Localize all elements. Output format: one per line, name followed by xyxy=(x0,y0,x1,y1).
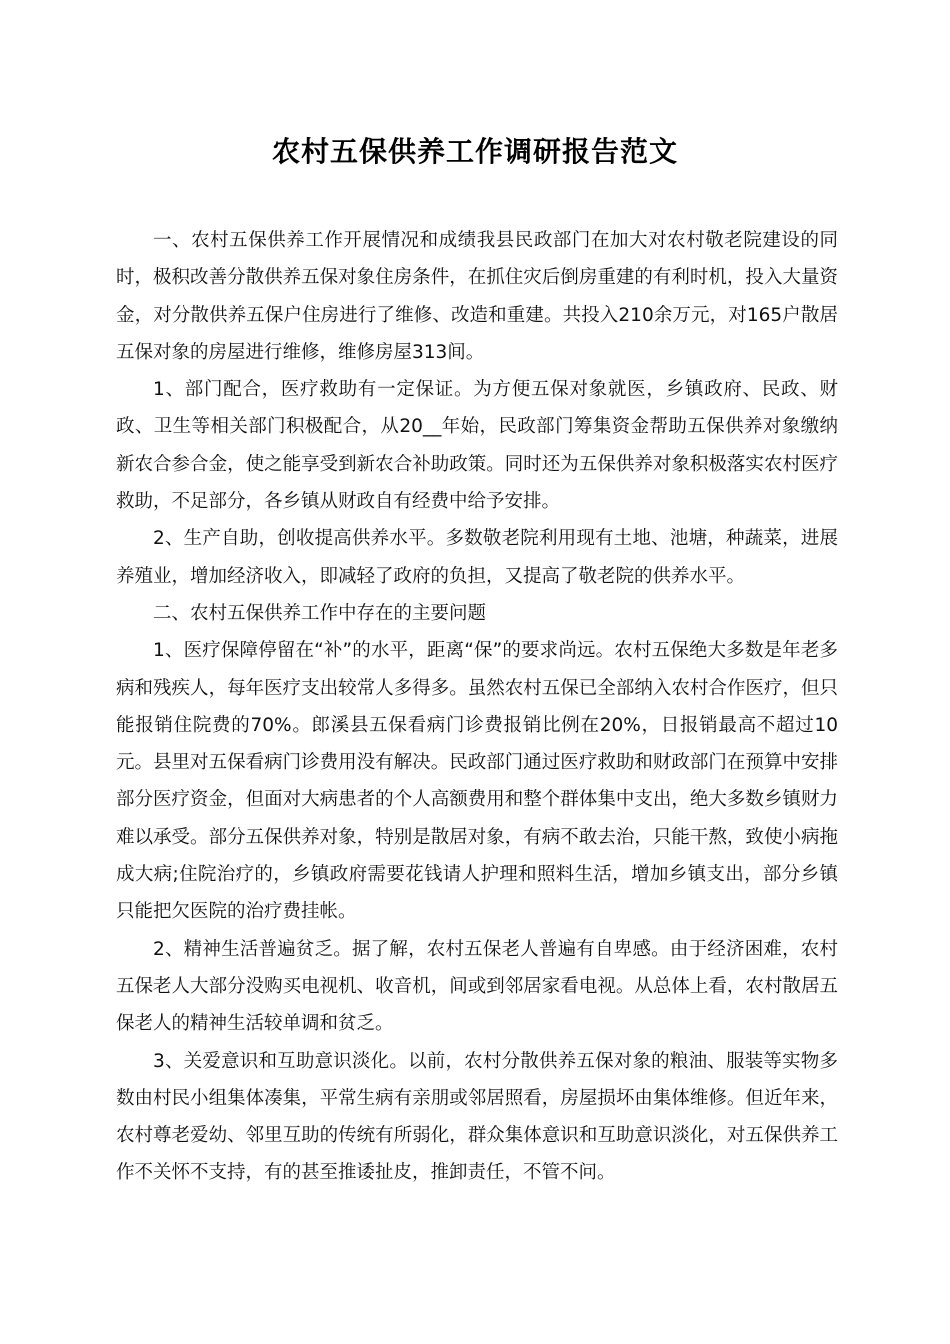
paragraph-intro: 一、农村五保供养工作开展情况和成绩我县民政部门在加大对农村敬老院建设的同时，极积改善分散供养五保对象住房条件，在抓住灾后倒房重建的有利时机，投入大量资金，对分散供养五保户住房进行了维修、改造和重建。共投入210余万元，对165户散居五保对象的房屋进行维修，维修房屋313间。 xyxy=(116,230,838,363)
section-heading-problems: 二、农村五保供养工作中存在的主要问题 xyxy=(153,602,487,624)
paragraph-spiritual-life: 2、精神生活普遍贫乏。据了解，农村五保老人普遍有自卑感。由于经济困难，农村五保老人大部分没购买电视机、收音机，间或到邻居家看电视。从总体上看，农村散居五保老人的精神生活较单调和贫乏。 xyxy=(116,938,838,1035)
paragraph-medical-cooperation: 1、部门配合，医疗救助有一定保证。为方便五保对象就医，乡镇政府、民政、财政、卫生等相关部门积极配合，从20__年始，民政部门筹集资金帮助五保供养对象缴纳新农合参合金，使之能享受到新农合补助政策。同时还为五保供养对象积极落实农村医疗救助，不足部分，各乡镇从财政自有经费中给予安排。 xyxy=(116,379,838,513)
paragraph-medical-security: 1、医疗保障停留在“补”的水平，距离“保”的要求尚远。农村五保绝大多数是年老多病和残疾人，每年医疗支出较常人多得多。虽然农村五保已全部纳入农村合作医疗，但只能报销住院费的70%。郎溪县五保看病门诊费报销比例在20%，日报销最高不超过10元。县里对五保看病门诊费用没有解决。民政部门通过医疗救助和财政部门在预算中安排部分医疗资金，但面对大病患者的个人高额费用和整个群体集中支出，绝大多数乡镇财力难以承受。部分五保供养对象，特别是散居对象，有病不敢去治，只能干熬，致使小病拖成大病;住院治疗的，乡镇政府需要花钱请人护理和照料生活，增加乡镇支出，部分乡镇只能把欠医院的治疗费挂帐。 xyxy=(116,640,838,923)
paragraph-mutual-aid: 3、关爱意识和互助意识淡化。以前，农村分散供养五保对象的粮油、服装等实物多数由村民小组集体凑集，平常生病有亲朋或邻居照看，房屋损坏由集体维修。但近年来，农村尊老爱幼、邻里互助的传统有所弱化，群众集体意识和互助意识淡化，对五保供养工作不关怀不支持，有的甚至推诿扯皮，推卸责任，不管不问。 xyxy=(116,1050,838,1184)
paragraph-production-self-help: 2、生产自助，创收提高供养水平。多数敬老院利用现有土地、池塘，种蔬菜，进展养殖业，增加经济收入，即减轻了政府的负担，又提高了敬老院的供养水平。 xyxy=(116,528,838,587)
document-body xyxy=(116,222,838,1192)
document-title: 农村五保供养工作调研报告范文 xyxy=(271,135,678,168)
